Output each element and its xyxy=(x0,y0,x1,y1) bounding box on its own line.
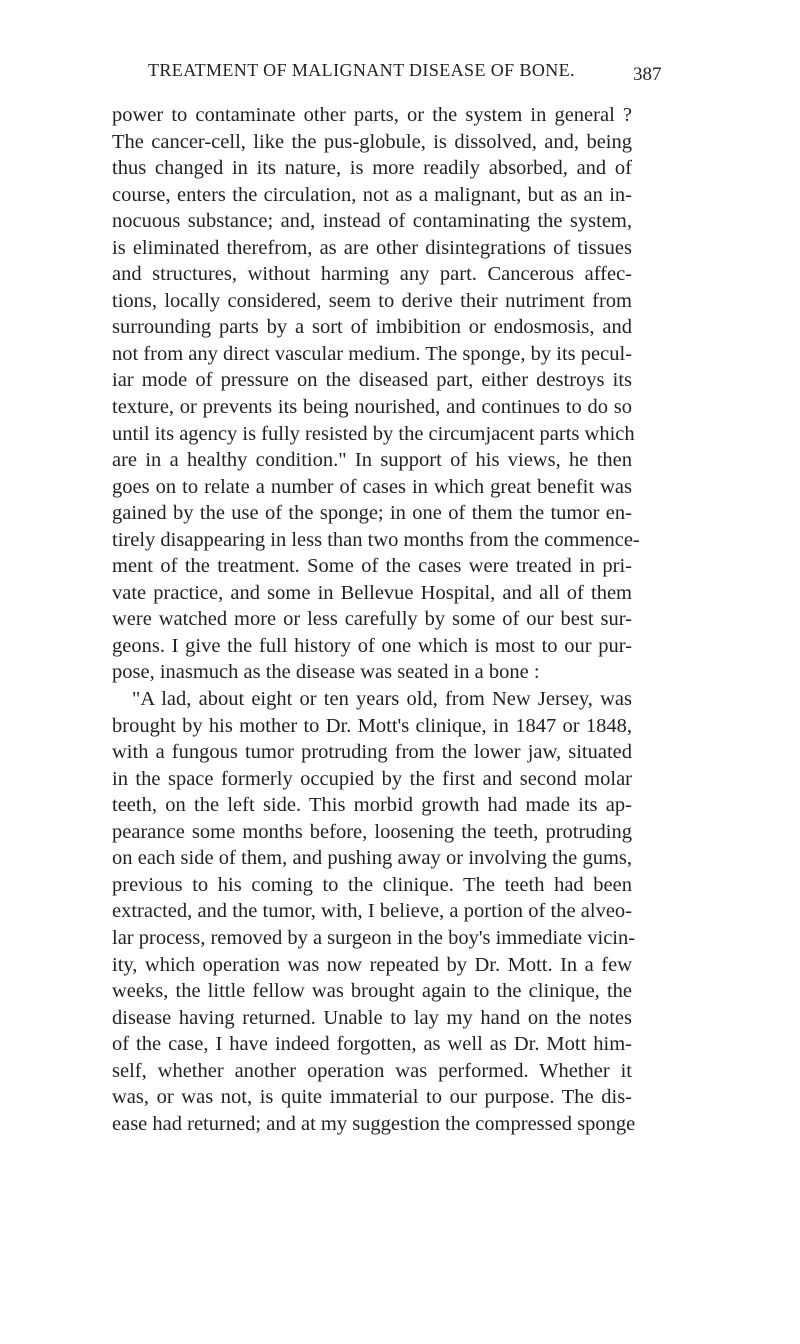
text-line: pose, inasmuch as the disease was seated in a bone : xyxy=(112,661,540,684)
text-line: are in a healthy condition." In support of his views, he then xyxy=(112,449,632,472)
page-number: 387 xyxy=(633,64,662,85)
text-line: disease having returned. Unable to lay my hand on the notes xyxy=(112,1006,632,1029)
text-line: weeks, the little fellow was brought again to the clinique, the xyxy=(112,980,632,1003)
text-line: surrounding parts by a sort of imbibition or endosmosis, and xyxy=(112,316,632,339)
text-line: with a fungous tumor protruding from the lower jaw, situated xyxy=(112,741,632,764)
text-line: iar mode of pressure on the diseased part, either destroys its xyxy=(112,369,632,392)
text-line: The cancer-cell, like the pus-globule, is dissolved, and, being xyxy=(112,130,632,153)
text-line: of the case, I have indeed forgotten, as well as Dr. Mott him- xyxy=(112,1033,632,1056)
text-line: were watched more or less carefully by some of our best sur- xyxy=(112,608,632,631)
text-line: nocuous substance; and, instead of contaminating the system, xyxy=(112,210,632,233)
text-line: power to contaminate other parts, or the system in general ? xyxy=(112,104,632,126)
body-text xyxy=(112,102,640,1137)
text-line: "A lad, about eight or ten years old, from New Jersey, was xyxy=(132,688,632,711)
text-line: tirely disappearing in less than two months from the commence- xyxy=(112,528,640,551)
text-line: vate practice, and some in Bellevue Hospital, and all of them xyxy=(112,581,632,604)
text-line: until its agency is fully resisted by the circumjacent parts which xyxy=(112,422,635,445)
text-line: is eliminated therefrom, as are other disintegrations of tissues xyxy=(112,236,632,259)
text-line: teeth, on the left side. This morbid growth had made its ap- xyxy=(112,794,632,817)
text-line: on each side of them, and pushing away or involving the gums, xyxy=(112,847,632,870)
text-line: and structures, without harming any part. Cancerous affec- xyxy=(112,263,632,286)
text-line: brought by his mother to Dr. Mott's clinique, in 1847 or 1848, xyxy=(112,714,632,737)
text-line: gained by the use of the sponge; in one of them the tumor en- xyxy=(112,502,632,525)
text-line: not from any direct vascular medium. The sponge, by its pecul- xyxy=(112,342,632,365)
text-line: ease had returned; and at my suggestion the compressed sponge xyxy=(112,1112,636,1135)
text-line: ity, which operation was now repeated by Dr. Mott. In a few xyxy=(112,953,632,976)
text-line: in the space formerly occupied by the first and second molar xyxy=(112,767,632,790)
text-line: self, whether another operation was performed. Whether it xyxy=(112,1059,632,1082)
text-line: lar process, removed by a surgeon in the boy's immediate vicin- xyxy=(112,926,636,949)
text-line: extracted, and the tumor, with, I believe, a portion of the alveo- xyxy=(112,900,632,923)
text-line: thus changed in its nature, is more readily absorbed, and of xyxy=(112,157,632,180)
text-line: texture, or prevents its being nourished, and continues to do so xyxy=(112,396,632,419)
text-line: pearance some months before, loosening the teeth, protruding xyxy=(112,820,632,843)
text-line: course, enters the circulation, not as a malignant, but as an in- xyxy=(112,183,632,206)
text-line: tions, locally considered, seem to derive their nutriment from xyxy=(112,289,632,312)
running-head: TREATMENT OF MALIGNANT DISEASE OF BONE. xyxy=(148,60,575,80)
text-line: previous to his coming to the clinique. The teeth had been xyxy=(112,873,632,896)
text-line: ment of the treatment. Some of the cases were treated in pri- xyxy=(112,555,632,578)
text-line: geons. I give the full history of one which is most to our pur- xyxy=(112,634,632,657)
text-line: was, or was not, is quite immaterial to our purpose. The dis- xyxy=(112,1086,632,1109)
text-line: goes on to relate a number of cases in which great benefit was xyxy=(112,475,632,498)
